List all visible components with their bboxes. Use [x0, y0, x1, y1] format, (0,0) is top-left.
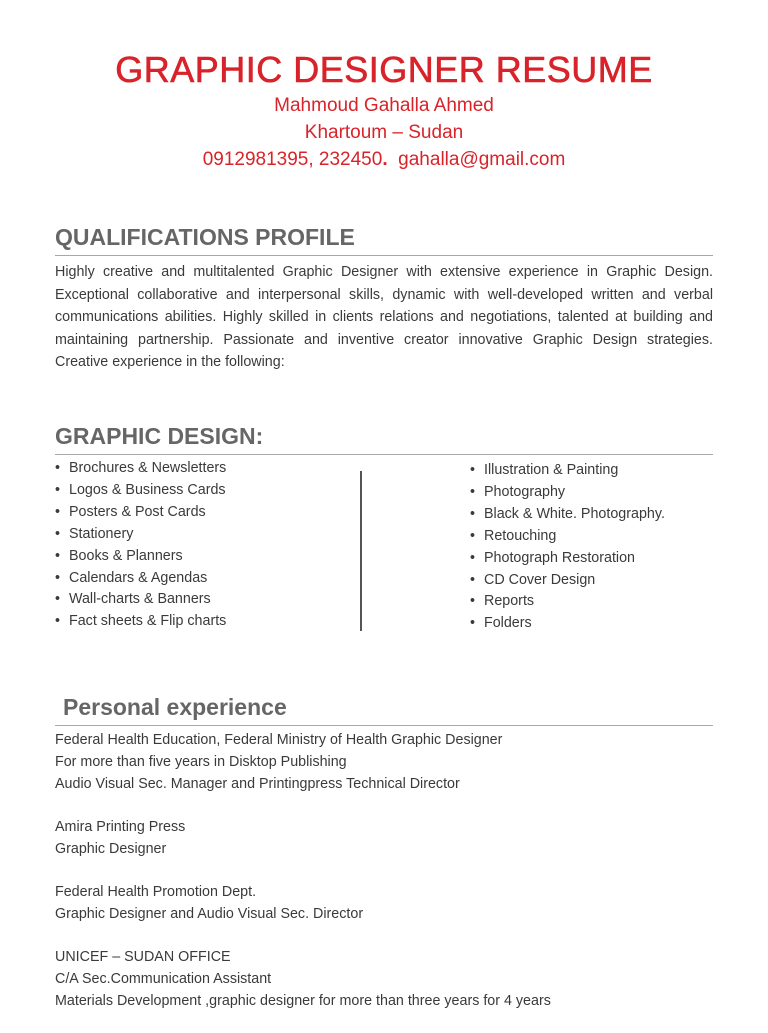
list-item: • Photograph Restoration — [470, 548, 665, 570]
contact-line — [0, 146, 768, 173]
experience-line: Graphic Designer and Audio Visual Sec. Director — [55, 906, 364, 922]
list-item: • Folders — [470, 613, 665, 635]
experience-list — [55, 729, 713, 1012]
list-item: • Books & Planners — [55, 546, 226, 568]
experience-entry — [55, 946, 713, 1012]
experience-section — [55, 693, 713, 1033]
list-item: • CD Cover Design — [470, 570, 665, 592]
experience-entry — [55, 729, 713, 795]
skills-columns — [55, 455, 713, 635]
list-item: • Logos & Business Cards — [55, 480, 226, 502]
graphic-design-section — [55, 422, 713, 635]
list-item: • Calendars & Agendas — [55, 568, 226, 590]
graphic-design-heading: GRAPHIC DESIGN: — [55, 423, 264, 449]
list-item: • Reports — [470, 591, 665, 613]
phone-numbers: 0912981395, 232450 — [202, 149, 383, 170]
list-item: • Wall-charts & Banners — [55, 589, 226, 611]
experience-line: Graphic Designer — [55, 841, 167, 857]
email-address[interactable]: gahalla@gmail.com — [398, 149, 566, 170]
experience-entry — [55, 881, 713, 925]
section-divider — [55, 725, 713, 726]
resume-title: GRAPHIC DESIGNER RESUME — [115, 49, 653, 90]
experience-entry — [55, 816, 713, 860]
list-item: • Retouching — [470, 526, 665, 548]
resume-header — [0, 48, 768, 173]
experience-line: Federal Health Promotion Dept. — [55, 884, 257, 900]
column-divider — [360, 471, 362, 631]
list-item: • Posters & Post Cards — [55, 502, 226, 524]
list-item: • Fact sheets & Flip charts — [55, 611, 226, 633]
list-item: • Black & White. Photography. — [470, 504, 665, 526]
qualifications-text: Highly creative and multitalented Graphic Designer with extensive experience in Graphic Design. Exceptional collaborative and interpersonal skills, dynamic with well-developed written and verbal communications abilities. Highly skilled in clients relations and negotiations, talented at building and maintaining partnership. Passionate and inventive creator innovative Graphic Design strategies. Creative experience in the following: — [55, 264, 713, 371]
experience-line: C/A Sec.Communication Assistant — [55, 971, 272, 987]
experience-line: Amira Printing Press — [55, 819, 186, 835]
qualifications-section — [55, 223, 713, 374]
list-item: • Photography — [470, 482, 665, 504]
list-item: • Stationery — [55, 524, 226, 546]
section-divider — [55, 255, 713, 256]
list-item: • Illustration & Painting — [470, 460, 665, 482]
list-item: • Brochures & Newsletters — [55, 458, 226, 480]
qualifications-heading: QUALIFICATIONS PROFILE — [55, 224, 355, 250]
contact-separator: . — [382, 149, 388, 170]
experience-line: UNICEF – SUDAN OFFICE — [55, 949, 231, 965]
experience-line: For more than five years in Disktop Publishing — [55, 754, 347, 770]
experience-line: Materials Development ,graphic designer for more than three years for 4 years — [55, 993, 551, 1009]
skills-list-left — [55, 458, 226, 633]
experience-line: Audio Visual Sec. Manager and Printingpress Technical Director — [55, 776, 460, 792]
experience-line: Federal Health Education, Federal Ministry of Health Graphic Designer — [55, 732, 503, 748]
candidate-name: Mahmoud Gahalla Ahmed — [274, 95, 494, 116]
skills-list-right — [470, 460, 665, 635]
candidate-location: Khartoum – Sudan — [304, 122, 464, 143]
experience-heading: Personal experience — [63, 694, 287, 720]
